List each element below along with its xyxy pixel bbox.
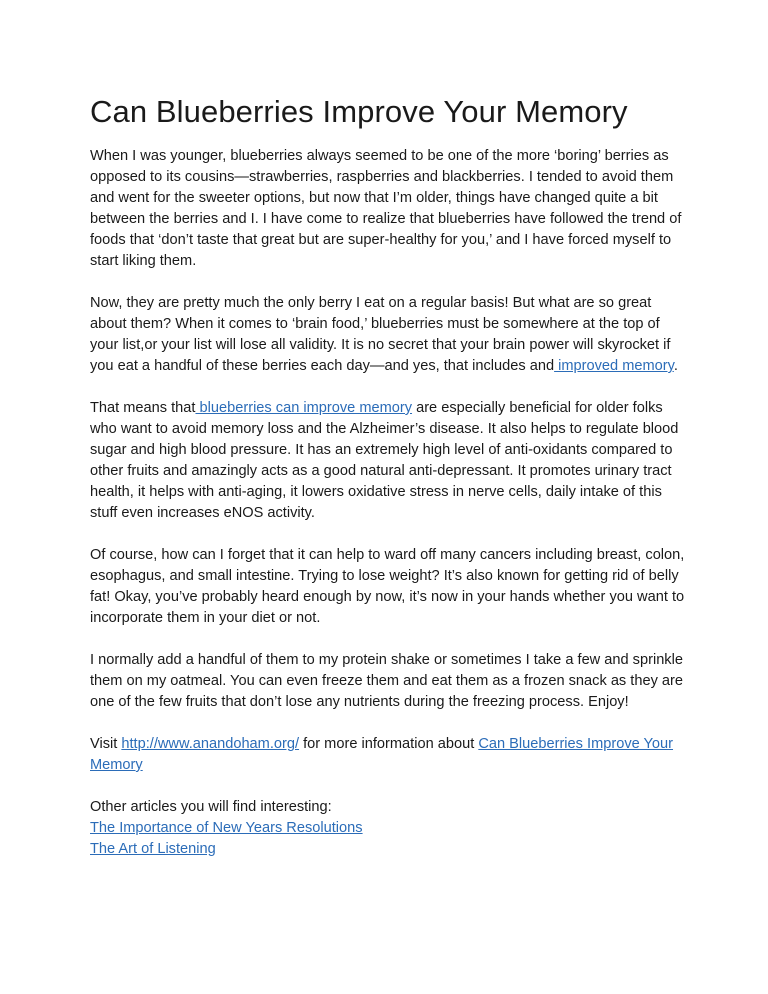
- related-article-link-listening[interactable]: The Art of Listening: [90, 841, 216, 857]
- article-title-link[interactable]: Can Blueberries Improve Your Memory: [90, 736, 674, 773]
- visit-prefix: Visit: [90, 736, 122, 752]
- paragraph-3: [90, 398, 690, 524]
- paragraph-2-end: .: [673, 358, 678, 374]
- paragraph-5: I normally add a handful of them to my protein shake or sometimes I take a few and sprinkle them on my oatmeal. You can even freeze them and eat them as a frozen snack as they are one of the few fruits that don’t lose any nutrients during the freezing process. Enjoy!: [90, 652, 684, 710]
- related-articles-heading: Other articles you will find interesting:: [90, 799, 332, 815]
- related-article-link-resolutions[interactable]: The Importance of New Years Resolutions: [90, 820, 363, 836]
- blueberries-memory-link[interactable]: blueberries can improve memory: [195, 400, 413, 416]
- paragraph-3-text: are especially beneficial for older folks who want to avoid memory loss and the Alzheimer’s disease. It also helps to regulate blood sugar and high blood pressure. It has an extremely high level of anti-oxidants compared to other fruits and amazingly acts as a good natural anti-depressant. It promotes urinary tract health, it helps with anti-aging, it lowers oxidative stress in nerve cells, daily intake of this stuff even increases eNOS activity.: [90, 400, 679, 521]
- document-body: [90, 92, 690, 860]
- paragraph-3-start: That means that: [90, 400, 196, 416]
- paragraph-2: [90, 293, 690, 377]
- article-title: Can Blueberries Improve Your Memory: [90, 94, 628, 129]
- paragraph-1: When I was younger, blueberries always seemed to be one of the more ‘boring’ berries as opposed to its cousins—strawberries, raspberries and blackberries. I tended to avoid them and went for the sweeter options, but now that I’m older, things have changed quite a bit between the berries and I. I have come to realize that blueberries have followed the trend of foods that ‘don’t taste that great but are super-healthy for you,’ and I have forced myself to start liking them.: [90, 148, 682, 269]
- website-link[interactable]: http://www.anandoham.org/: [121, 736, 300, 752]
- paragraph-4: Of course, how can I forget that it can help to ward off many cancers including breast, colon, esophagus, and small intestine. Trying to lose weight? It’s also known for getting rid of belly fat! Okay, you’ve probably heard enough by now, it’s now in your hands whether you want to incorporate them in your diet or not.: [90, 547, 685, 626]
- visit-middle: for more information about: [299, 736, 479, 752]
- paragraph-2-text: Now, they are pretty much the only berry I eat on a regular basis! But what are so great about them? When it comes to ‘brain food,’ blueberries must be somewhere at the top of your list,or your list will lose all validity. It is no secret that your brain power will skyrocket if you eat a handful of these berries each day—and yes, that includes and: [90, 295, 671, 374]
- improved-memory-link[interactable]: improved memory: [554, 358, 674, 374]
- visit-paragraph: [90, 734, 690, 776]
- related-articles: [90, 797, 690, 860]
